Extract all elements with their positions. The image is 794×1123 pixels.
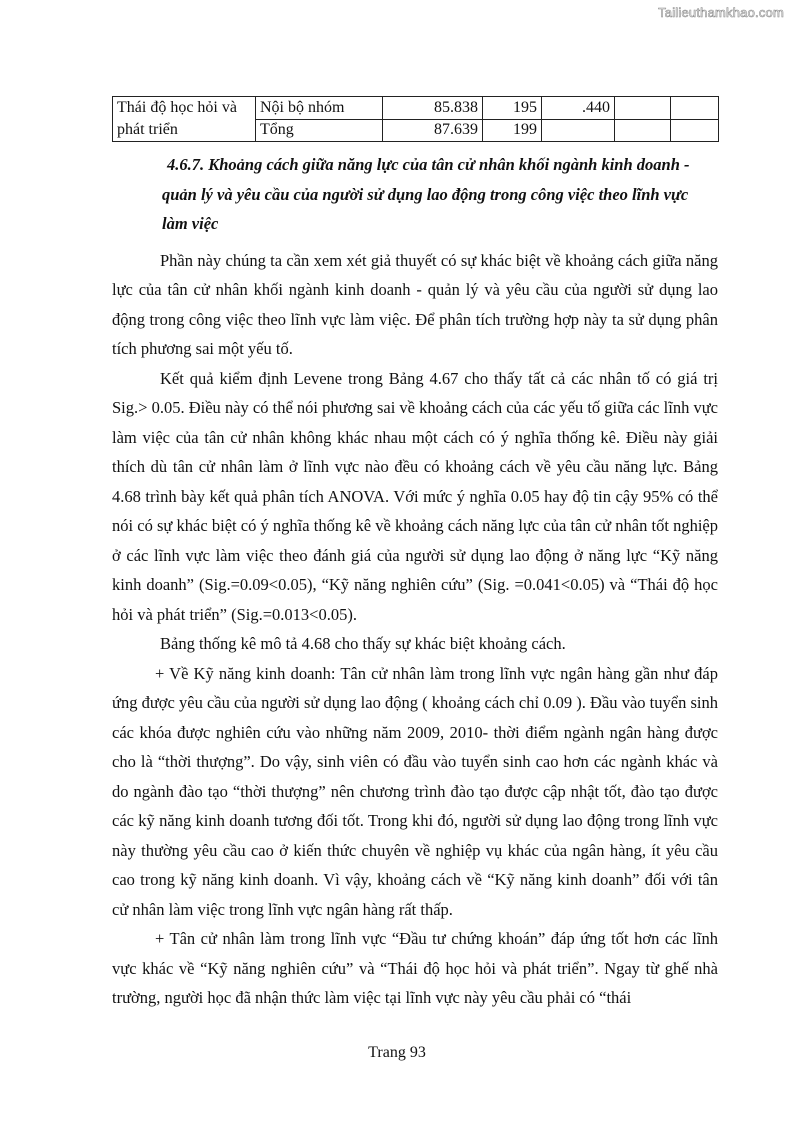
paragraph-levene: Kết quả kiểm định Levene trong Bảng 4.67 cho thấy tất cả các nhân tố có giá trị Sig.> 0.05. Điều này có thể nói phương sai về khoảng cách của các yếu tố giữa các lĩnh vực làm việc của tân cử nhân không khác nhau một cách có ý nghĩa thống kê. Điều này giải thích dù tân cử nhân làm ở lĩnh vực nào đều có khoảng cách về yêu cầu năng lực. Bảng 4.68 trình bày kết quả phân tích ANOVA. Với mức ý nghĩa 0.05 hay độ tin cậy 95% có thể nói có sự khác biệt có ý nghĩa thống kê về khoảng cách năng lực của tân cử nhân tốt nghiệp ở các lĩnh vực làm việc theo đánh giá của người sử dụng lao động ở năng lực “Kỹ năng kinh doanh” (Sig.=0.09<0.05), “Kỹ năng nghiên cứu” (Sig. =0.041<0.05) và “Thái độ học hỏi và phát triển” (Sig.=0.013<0.05). [112, 368, 718, 624]
df-cell: 199 [483, 119, 542, 142]
heading-line-1: 4.6.7. Khoảng cách giữa năng lực của tân cử nhân khối ngành kinh doanh - [167, 155, 690, 174]
paragraph-intro: Phần này chúng ta cần xem xét giả thuyết có sự khác biệt về khoảng cách giữa năng lực của tân cử nhân khối ngành kinh doanh - quản lý và yêu cầu của người sử dụng lao động trong công việc theo lĩnh vực làm việc. Để phân tích trường hợp này ta sử dụng phân tích phương sai một yếu tố. [112, 250, 718, 358]
page-number: Trang 93 [368, 1044, 426, 1061]
factor-cell-continued [113, 119, 256, 142]
sig-cell [671, 97, 719, 120]
heading-line-2: quản lý và yêu cầu của người sử dụng lao động trong công việc theo lĩnh vực [162, 184, 689, 204]
mean-square-cell [542, 119, 615, 142]
watermark: Tailieuthamkhao.com [658, 5, 784, 20]
factor-cell [113, 97, 256, 120]
mean-square-cell: .440 [542, 97, 615, 120]
page-content [112, 96, 718, 1013]
anova-table-fragment [112, 96, 719, 142]
df-cell: 195 [483, 97, 542, 120]
f-cell [615, 119, 671, 142]
paragraph-securities: + Tân cử nhân làm trong lĩnh vực “Đầu tư chứng khoán” đáp ứng tốt hơn các lĩnh vực khác về “Kỹ năng nghiên cứu” và “Thái độ học hỏi và phát triển”. Ngay từ ghế nhà trường, người học đã nhận thức làm việc tại lĩnh vực này yêu cầu phải có “thái [112, 929, 718, 1007]
heading-line-3: làm việc [162, 214, 219, 233]
table-row [113, 119, 719, 142]
paragraph-descriptive: Bảng thống kê mô tả 4.68 cho thấy sự khác biệt khoảng cách. [160, 634, 566, 653]
section-heading [112, 150, 718, 239]
paragraph-business-skills: + Về Kỹ năng kinh doanh: Tân cử nhân làm trong lĩnh vực ngân hàng gần như đáp ứng được yêu cầu của người sử dụng lao động ( khoảng cách chỉ 0.09 ). Đầu vào tuyển sinh các khóa được nghiên cứu vào những năm 2009, 2010- thời điểm ngành ngân hàng được cho là “thời thượng”. Do vậy, sinh viên có đầu vào tuyển sinh cao hơn các ngành khác và do ngành đào tạo “thời thượng” nên chương trình đào tạo được cập nhật tốt, đào tạo được các kỹ năng kinh doanh tương đối tốt. Trong khi đó, người sử dụng lao động trong lĩnh vực này thường yêu cầu cao ở kiến thức chuyên về nghiệp vụ khác của ngân hàng, ít yêu cầu cao trong kỹ năng kinh doanh. Vì vậy, khoảng cách về “Kỹ năng kinh doanh” đối với tân cử nhân làm việc trong lĩnh vực ngân hàng rất thấp. [112, 663, 718, 919]
factor-label-line2: phát triển [117, 121, 178, 138]
group-cell: Nội bộ nhóm [256, 97, 383, 120]
sig-cell [671, 119, 719, 142]
table-row [113, 97, 719, 120]
factor-label-line1: Thái độ học hỏi và [117, 99, 237, 116]
sum-of-squares-cell: 87.639 [383, 119, 483, 142]
group-cell: Tổng [256, 119, 383, 142]
f-cell [615, 97, 671, 120]
sum-of-squares-cell: 85.838 [383, 97, 483, 120]
